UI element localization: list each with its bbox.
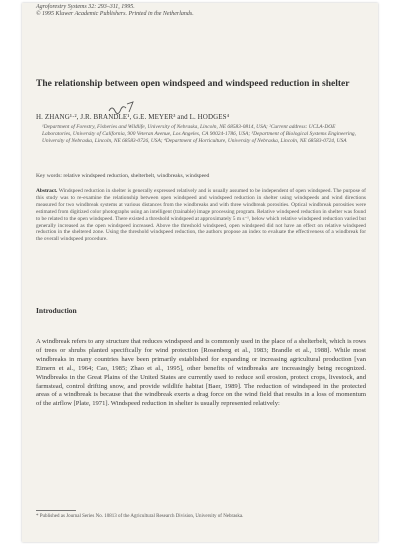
journal-header <box>36 4 366 18</box>
author-list: H. ZHANG¹·², J.R. BRANDLE¹, G.E. MEYER³ and L. HODGES⁴ <box>36 113 230 121</box>
affiliations: ¹Department of Forestry, Fisheries and Wildlife, University of Nebraska, Lincoln, NE 68583-0814, USA; ²Current address: UCLA-DOE Laboratories, University of California, 900 Veteran Avenue, Los Angeles, CA 90024-1786, USA; ³Department of Biological Systems Engineering, University of Nebraska, Lincoln, NE 68583-0726, USA; ⁴Department of Horticulture, University of Nebraska, Lincoln, NE 68583-0724, USA <box>42 124 356 144</box>
paper-page <box>22 3 378 542</box>
introduction-body: A windbreak refers to any structure that reduces windspeed and is commonly used in the place of a shelterbelt, which is rows of trees or shrubs planted specifically for wind protection [Rosenberg et al., 1983; Brandle et al., 1988]. While most windbreaks in many countries have been primarily established for expanding or increasing agricultural production [van Eimern et al., 1964; Cao, 1985; Zhao et al., 1995], other benefits of windbreaks are increasingly being recognized. Windbreaks in the Great Plains of the United States are currently used to reduce soil erosion, protect crops, livestock, and farmstead, control drifting snow, and provide wildlife habitat [Baer, 1989]. The reduction of windspeed in the protected areas of a windbreak is because that the windbreak exerts a drag force on the wind field that results in a loss of momentum of the airflow [Plate, 1971]. Windspeed reduction in shelter is usually represented relatively: <box>36 338 366 408</box>
footnote-rule <box>36 510 76 511</box>
journal-copyright: © 1995 Kluwer Academic Publishers. Printed in the Netherlands. <box>36 11 194 17</box>
paper-title: The relationship between open windspeed and windspeed reduction in shelter <box>36 79 350 89</box>
keywords: Key words: relative windspeed reduction, shelterbelt, windbreaks, windspeed <box>36 173 210 179</box>
footnote: * Published as Journal Series No. 10813 of the Agricultural Research Division, University of Nebraska. <box>36 514 244 519</box>
abstract <box>36 188 366 243</box>
abstract-text: Windspeed reduction in shelter is generally expressed relatively and is usually assumed to be independent of open windspeed. The purpose of this study was to re-examine the relationship between open windspeed and windspeed reduction in shelter using windspeeds and wind directions measured for two windbreak systems at various distances from the windbreaks and with three windbreak porosities. Optical windbreak porosities were estimated from digitized color photographs using an intelligent (trainable) image processing program. Relative windspeed reduction in shelter was found to be related to the open windspeed. There existed a threshold windspeed at approximately 5 m s⁻¹, below which relative windspeed reduction varied but generally increased as the open windspeed increased. Above the threshold windspeed, open windspeed did not have an effect on relative windspeed reduction in the sheltered zone. Using the threshold windspeed reduction, the authors propose an index to evaluate the effectiveness of a windbreak for the overall windspeed procedure. <box>36 188 366 243</box>
abstract-label: Abstract. <box>36 188 58 194</box>
section-heading-introduction: Introduction <box>36 306 77 315</box>
journal-citation: Agroforestry Systems 32: 293–311, 1995. <box>36 4 135 10</box>
